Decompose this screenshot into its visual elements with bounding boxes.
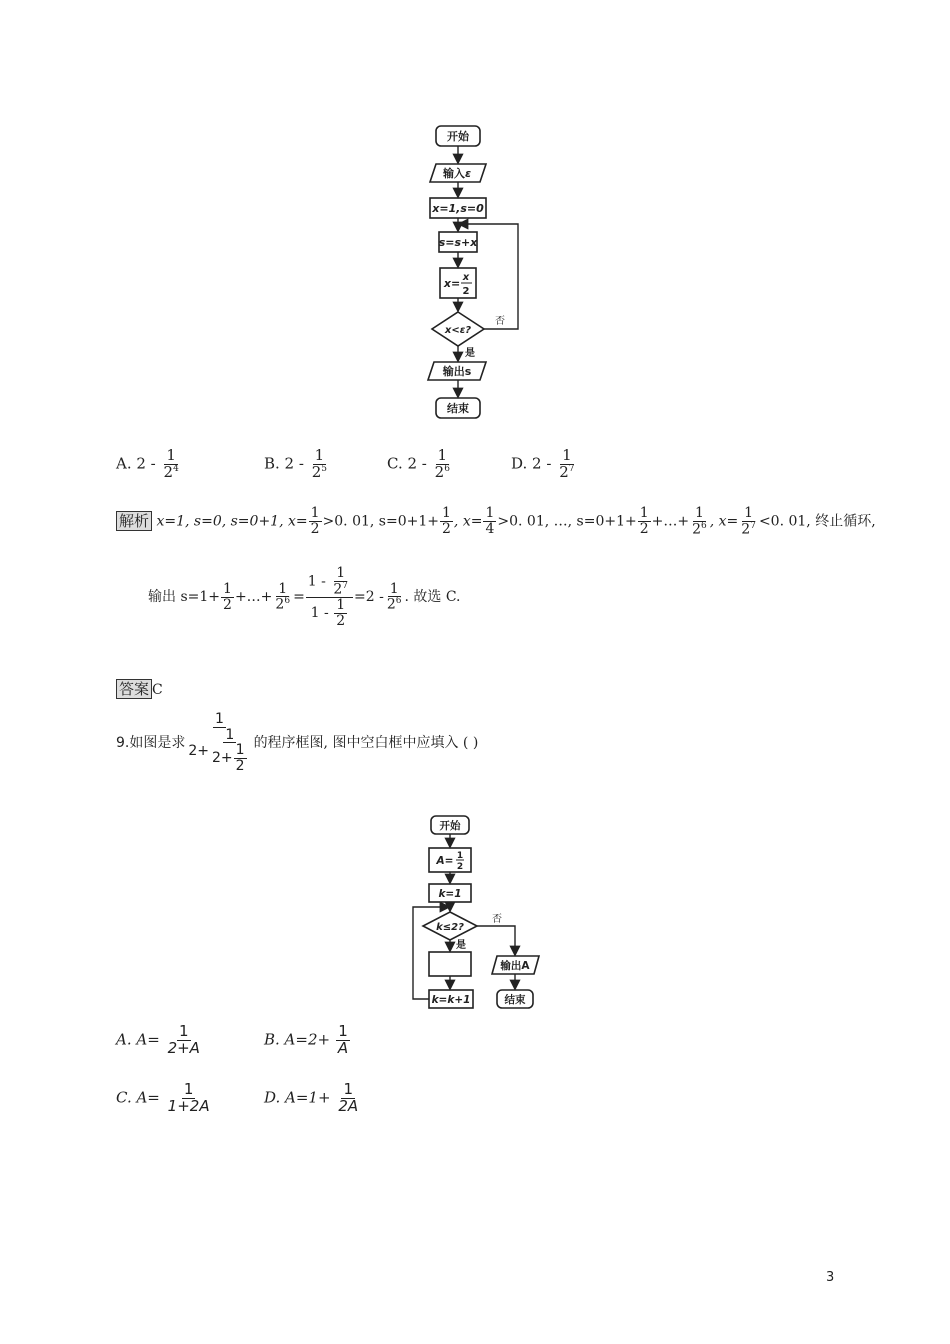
flowchart-1 bbox=[400, 118, 560, 423]
q8-option-a: A. 2 - $\frac{1}{2^4}$ bbox=[116, 446, 179, 481]
page-number: 3 bbox=[826, 1270, 835, 1285]
q9-stem: 9.如图是求 1 2+ 1 2+ $\frac{1}{2}$ 的程序框图, 图中空白框中应填入 ( ) bbox=[116, 711, 479, 775]
fc2-init-a-lhs: A= bbox=[436, 855, 454, 867]
q8-option-c: C. 2 - $\frac{1}{2^6}$ bbox=[387, 446, 450, 481]
q8-option-b: B. 2 - $\frac{1}{2^5}$ bbox=[264, 446, 328, 481]
flowchart-2 bbox=[405, 812, 555, 1012]
fc2-start-text: 开始 bbox=[439, 820, 461, 832]
fc1-input-text: 输入ε bbox=[442, 167, 472, 180]
q8-answer: 答案 C bbox=[116, 678, 163, 699]
q8-option-d: D. 2 - $\frac{1}{2^7}$ bbox=[511, 446, 575, 481]
fc2-init-a-num: 1 bbox=[456, 851, 464, 861]
fc1-output-text: 输出s bbox=[442, 365, 472, 378]
q9-option-d: D. A=1+ $\frac{1}{2A}$ bbox=[264, 1080, 359, 1115]
fc2-yes-label: 是 bbox=[456, 940, 466, 951]
q9-continued-fraction: 1 2+ 1 2+ $\frac{1}{2}$ bbox=[188, 711, 245, 775]
fc2-update-text: k=k+1 bbox=[431, 994, 471, 1006]
analysis-tag: 解析 bbox=[116, 511, 152, 531]
q9-option-b: B. A=2+ $\frac{1}{A}$ bbox=[264, 1022, 349, 1057]
q9-option-a: A. A= $\frac{1}{2+A}$ bbox=[116, 1022, 200, 1057]
fc2-cond-text: k≤2? bbox=[436, 922, 464, 933]
fc2-blank-box[interactable] bbox=[429, 952, 471, 976]
fc1-cond-text: x<ε? bbox=[444, 325, 472, 336]
answer-tag: 答案 bbox=[116, 679, 152, 699]
q9-option-c: C. A= $\frac{1}{1+2A}$ bbox=[116, 1080, 210, 1115]
fc2-end-text: 结束 bbox=[504, 994, 526, 1006]
fc1-update-num: x bbox=[462, 272, 470, 283]
fc2-output-text: 输出A bbox=[500, 960, 530, 972]
fc2-init-k-text: k=1 bbox=[438, 888, 462, 900]
fc1-init-text: x=1,s=0 bbox=[432, 202, 484, 215]
fc1-update-lhs: x= bbox=[443, 277, 461, 290]
fc1-end-text: 结束 bbox=[447, 402, 469, 415]
q8-analysis-line1: 解析 x=1, s=0, s=0+1, x= $\frac{1}{2}$ >0. 01, s=0+1+ $\frac{1}{2}$ , x= $\frac{1}{4}$ >0. 01, …, s=0+1+ $\frac{1}{2}$ +…+ $\frac{1}{2^6}$ , x= $\frac{1}{2^7}$ <0. 01, 终止循环, bbox=[116, 506, 876, 537]
fc1-update-den: 2 bbox=[462, 286, 470, 297]
q8-analysis-line2: 输出 s=1+ $\frac{1}{2}$ +…+ $\frac{1}{2^6}$ = 1 - $\frac{1}{2^7}$ 1 - $\frac{1}{2}$ =2 - $\frac{1}{2^6}$ . 故选 C. bbox=[148, 565, 461, 629]
fc1-sum-text: s=s+x bbox=[438, 236, 478, 249]
fc2-no-label: 否 bbox=[492, 914, 502, 925]
fc1-start-text: 开始 bbox=[447, 130, 469, 143]
fc2-init-a-den: 2 bbox=[456, 862, 464, 872]
fc1-no-label: 否 bbox=[495, 316, 505, 327]
fc1-yes-label: 是 bbox=[465, 348, 475, 359]
